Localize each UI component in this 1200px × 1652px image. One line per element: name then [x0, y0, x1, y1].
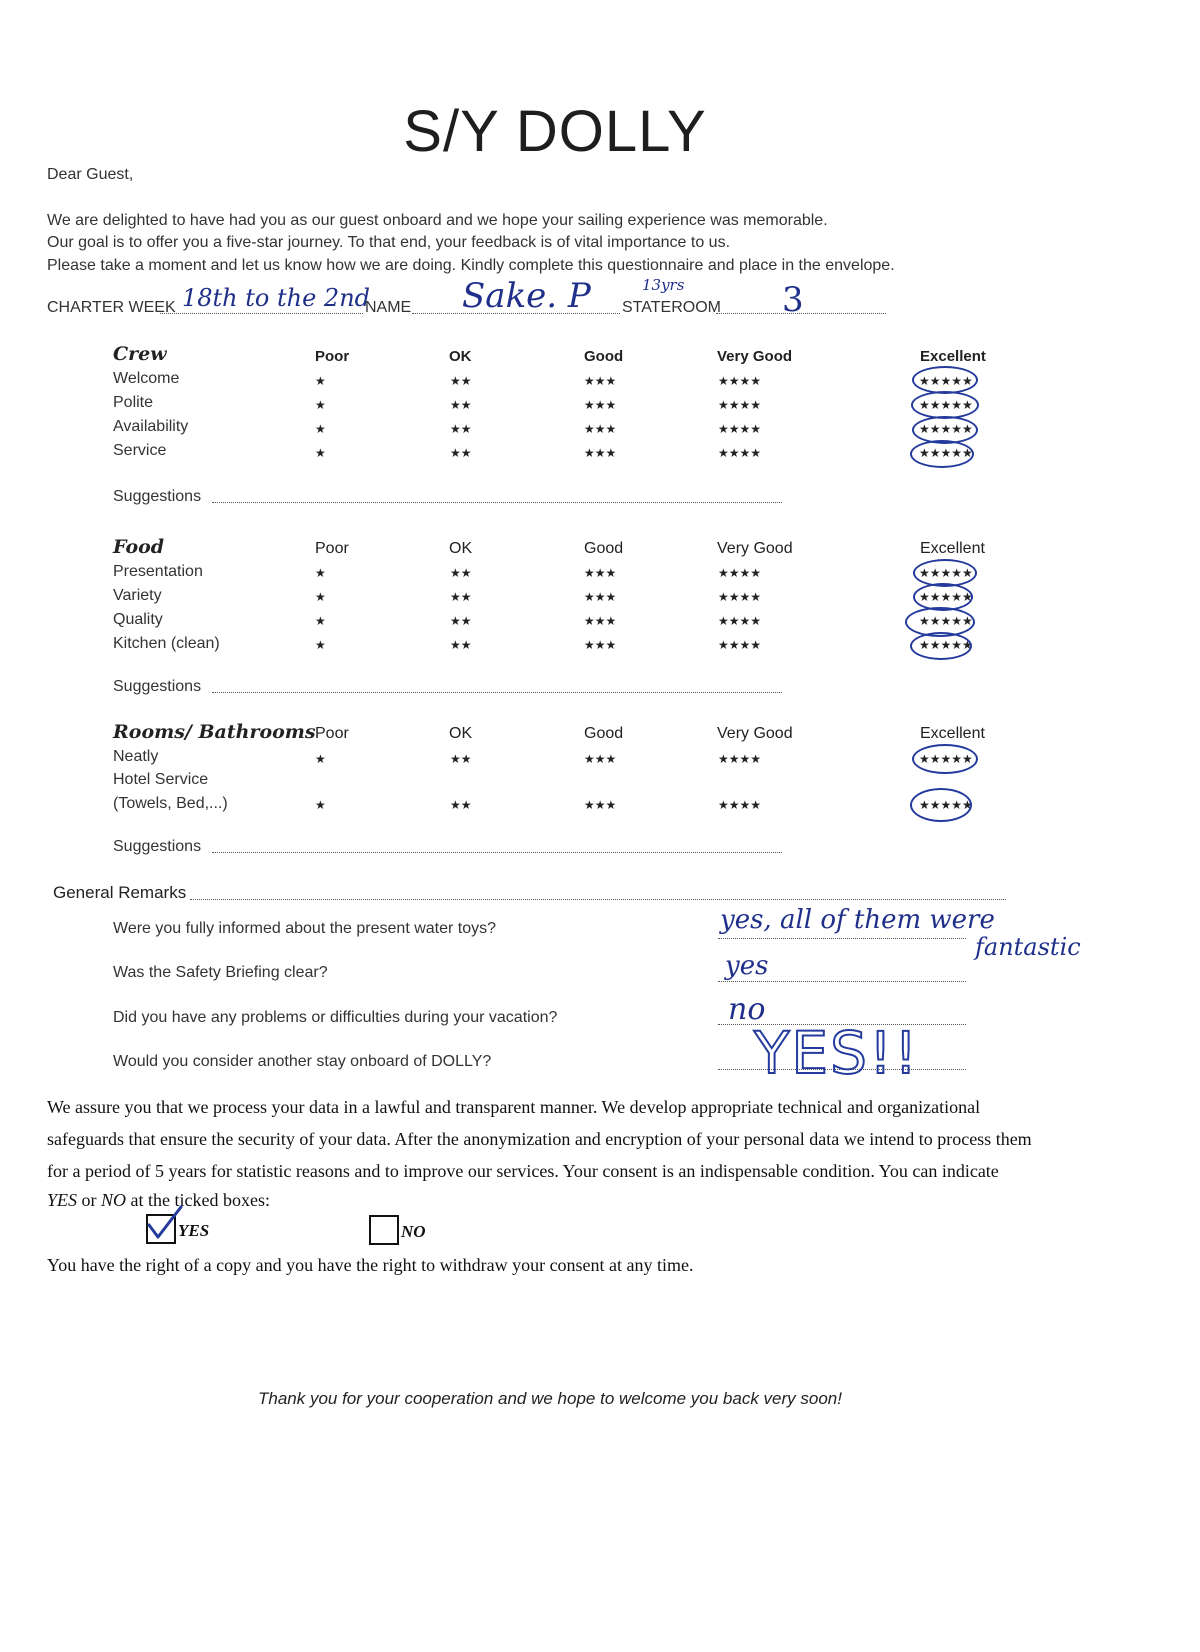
food-quality-star-2[interactable]: ★★	[450, 614, 472, 628]
crew-col-very-good: Very Good	[717, 348, 793, 365]
rooms-col-poor: Poor	[315, 725, 349, 742]
food-presentation-star-2[interactable]: ★★	[450, 566, 472, 580]
crew-col-excellent: Excellent	[920, 348, 986, 365]
rooms-service-star-5[interactable]: ★★★★★	[919, 798, 973, 812]
charter-week-value[interactable]: 18th to the 2nd	[182, 284, 371, 312]
rooms-service-star-4[interactable]: ★★★★	[718, 798, 762, 812]
rooms-neatly-selection-circle	[912, 744, 978, 774]
crew-availability-star-2[interactable]: ★★	[450, 422, 472, 436]
rooms-col-ok: OK	[449, 725, 473, 742]
thank-you-note: Thank you for your cooperation and we hope to welcome you back very soon!	[257, 1389, 842, 1408]
answer-another-stay[interactable]: YES!!	[754, 1019, 920, 1087]
food-kitchen-star-5[interactable]: ★★★★★	[919, 638, 973, 652]
rooms-col-excellent: Excellent	[920, 725, 985, 742]
crew-welcome-star-2[interactable]: ★★	[450, 374, 472, 388]
consent-line-3: for a period of 5 years for statistic reasons and to improve our services. Your consent is an indispensable condition. You can indicate	[47, 1161, 999, 1181]
crew-service-star-2[interactable]: ★★	[450, 446, 472, 460]
page-title: S/Y DOLLY	[403, 99, 707, 164]
rooms-suggestions-line[interactable]	[212, 852, 782, 853]
intro-line-1: We are delighted to have had you as our guest onboard and we hope your sailing experience was memorable.	[47, 212, 828, 229]
crew-welcome-selection-circle	[912, 366, 978, 394]
rooms-service-selection-circle	[910, 788, 972, 822]
food-col-excellent: Excellent	[920, 540, 985, 557]
rooms-suggestions-label: Suggestions	[113, 838, 202, 855]
food-col-good: Good	[584, 540, 624, 557]
greeting: Dear Guest,	[47, 166, 134, 183]
question-another-stay: Would you consider another stay onboard of DOLLY?	[113, 1053, 492, 1070]
crew-col-ok: OK	[449, 348, 472, 365]
food-row-variety: Variety	[113, 587, 162, 604]
food-quality-star-4[interactable]: ★★★★	[718, 614, 762, 628]
consent-no-word: NO	[101, 1190, 127, 1210]
question-safety-briefing: Was the Safety Briefing clear?	[113, 964, 328, 981]
food-presentation-star-3[interactable]: ★★★	[584, 566, 617, 580]
consent-or-word: or	[77, 1190, 102, 1210]
rooms-neatly-star-1[interactable]: ★	[315, 752, 326, 766]
crew-col-poor: Poor	[315, 348, 350, 365]
question-problems: Did you have any problems or difficulties during your vacation?	[113, 1009, 558, 1026]
consent-rights: You have the right of a copy and you have the right to withdraw your consent at any time.	[47, 1255, 694, 1275]
consent-ticked-text: at the ticked boxes:	[126, 1190, 270, 1210]
crew-polite-star-2[interactable]: ★★	[450, 398, 472, 412]
food-section-title: Food	[113, 536, 165, 558]
rooms-col-very-good: Very Good	[717, 725, 793, 742]
food-presentation-star-4[interactable]: ★★★★	[718, 566, 762, 580]
name-note: 13yrs	[642, 276, 685, 294]
rooms-neatly-star-4[interactable]: ★★★★	[718, 752, 762, 766]
crew-polite-star-1[interactable]: ★	[315, 398, 326, 412]
crew-availability-star-1[interactable]: ★	[315, 422, 326, 436]
crew-welcome-star-3[interactable]: ★★★	[584, 374, 617, 388]
food-variety-star-4[interactable]: ★★★★	[718, 590, 762, 604]
consent-line-2: safeguards that ensure the security of your data. After the anonymization and encryption of your personal data we intend to process them	[47, 1129, 1032, 1149]
crew-availability-star-5[interactable]: ★★★★★	[919, 422, 973, 436]
crew-service-star-1[interactable]: ★	[315, 446, 326, 460]
food-variety-star-1[interactable]: ★	[315, 590, 326, 604]
crew-row-polite: Polite	[113, 394, 154, 411]
food-kitchen-star-3[interactable]: ★★★	[584, 638, 617, 652]
food-kitchen-selection-circle	[910, 632, 972, 660]
crew-polite-star-3[interactable]: ★★★	[584, 398, 617, 412]
food-col-very-good: Very Good	[717, 540, 793, 557]
food-suggestions-line[interactable]	[212, 692, 782, 693]
crew-row-welcome: Welcome	[113, 370, 180, 387]
food-variety-star-3[interactable]: ★★★	[584, 590, 617, 604]
crew-service-star-3[interactable]: ★★★	[584, 446, 617, 460]
crew-availability-star-3[interactable]: ★★★	[584, 422, 617, 436]
crew-polite-star-5[interactable]: ★★★★★	[919, 398, 973, 412]
food-row-quality: Quality	[113, 611, 163, 628]
answer-line-safety-briefing[interactable]	[718, 981, 966, 982]
food-suggestions-label: Suggestions	[113, 678, 202, 695]
rooms-service-star-2[interactable]: ★★	[450, 798, 472, 812]
crew-polite-selection-circle	[911, 391, 979, 419]
consent-yes-word: YES	[47, 1190, 78, 1210]
food-presentation-star-1[interactable]: ★	[315, 566, 326, 580]
crew-availability-star-4[interactable]: ★★★★	[718, 422, 762, 436]
crew-service-star-4[interactable]: ★★★★	[718, 446, 762, 460]
general-remarks-label: General Remarks	[53, 883, 187, 902]
consent-no-label: NO	[401, 1222, 426, 1241]
general-remarks-line[interactable]	[190, 899, 1006, 900]
stateroom-label: STATEROOM	[622, 299, 721, 316]
crew-section-title: Crew	[113, 343, 167, 365]
crew-col-good: Good	[584, 348, 624, 365]
crew-suggestions-label: Suggestions	[113, 488, 202, 505]
rooms-col-good: Good	[584, 725, 624, 742]
consent-line-1: We assure you that we process your data in a lawful and transparent manner. We develop appropriate technical and organizational	[47, 1097, 981, 1117]
food-quality-star-5[interactable]: ★★★★★	[919, 614, 973, 628]
crew-welcome-star-4[interactable]: ★★★★	[718, 374, 762, 388]
food-presentation-star-5[interactable]: ★★★★★	[919, 566, 973, 580]
intro-line-2: Our goal is to offer you a five-star journey. To that end, your feedback is of vital importance to us.	[47, 234, 731, 251]
consent-no-checkbox[interactable]	[369, 1215, 399, 1245]
consent-yes-label: YES	[178, 1221, 210, 1240]
answer-line-water-toys[interactable]	[718, 938, 966, 939]
rooms-row-towels-bed: (Towels, Bed,...)	[113, 795, 228, 812]
answer-safety-briefing[interactable]: yes	[725, 951, 769, 981]
answer-problems[interactable]: no	[728, 992, 766, 1027]
rooms-row-neatly: Neatly	[113, 748, 159, 765]
charter-week-label: CHARTER WEEK	[47, 299, 176, 316]
crew-welcome-star-1[interactable]: ★	[315, 374, 326, 388]
crew-service-selection-circle	[910, 440, 974, 468]
name-label: NAME	[365, 299, 412, 316]
rooms-service-star-3[interactable]: ★★★	[584, 798, 617, 812]
question-water-toys: Were you fully informed about the present water toys?	[113, 920, 497, 937]
food-kitchen-star-4[interactable]: ★★★★	[718, 638, 762, 652]
answer-water-toys-continued: fantastic	[975, 933, 1081, 961]
food-quality-star-1[interactable]: ★	[315, 614, 326, 628]
stateroom-value[interactable]: 3	[782, 280, 804, 320]
rooms-neatly-star-5[interactable]: ★★★★★	[919, 752, 973, 766]
rooms-service-star-1[interactable]: ★	[315, 798, 326, 812]
food-variety-star-5[interactable]: ★★★★★	[919, 590, 973, 604]
name-value[interactable]: Sake. P	[462, 276, 591, 316]
crew-welcome-star-5[interactable]: ★★★★★	[919, 374, 973, 388]
food-quality-star-3[interactable]: ★★★	[584, 614, 617, 628]
rooms-row-hotel-service: Hotel Service	[113, 771, 209, 788]
food-row-presentation: Presentation	[113, 563, 203, 580]
crew-row-service: Service	[113, 442, 167, 459]
rooms-neatly-star-2[interactable]: ★★	[450, 752, 472, 766]
crew-suggestions-line[interactable]	[212, 502, 782, 503]
food-kitchen-star-1[interactable]: ★	[315, 638, 326, 652]
intro-line-3: Please take a moment and let us know how we are doing. Kindly complete this questionnaire and place in the envelope.	[47, 257, 895, 274]
rooms-section-title: Rooms/ Bathrooms	[113, 721, 316, 743]
food-row-kitchen: Kitchen (clean)	[113, 635, 220, 652]
answer-water-toys[interactable]: yes, all of them were	[720, 905, 995, 935]
food-col-poor: Poor	[315, 540, 349, 557]
crew-row-availability: Availability	[113, 418, 189, 435]
food-col-ok: OK	[449, 540, 473, 557]
food-variety-star-2[interactable]: ★★	[450, 590, 472, 604]
food-kitchen-star-2[interactable]: ★★	[450, 638, 472, 652]
rooms-neatly-star-3[interactable]: ★★★	[584, 752, 617, 766]
crew-service-star-5[interactable]: ★★★★★	[919, 446, 973, 460]
crew-polite-star-4[interactable]: ★★★★	[718, 398, 762, 412]
